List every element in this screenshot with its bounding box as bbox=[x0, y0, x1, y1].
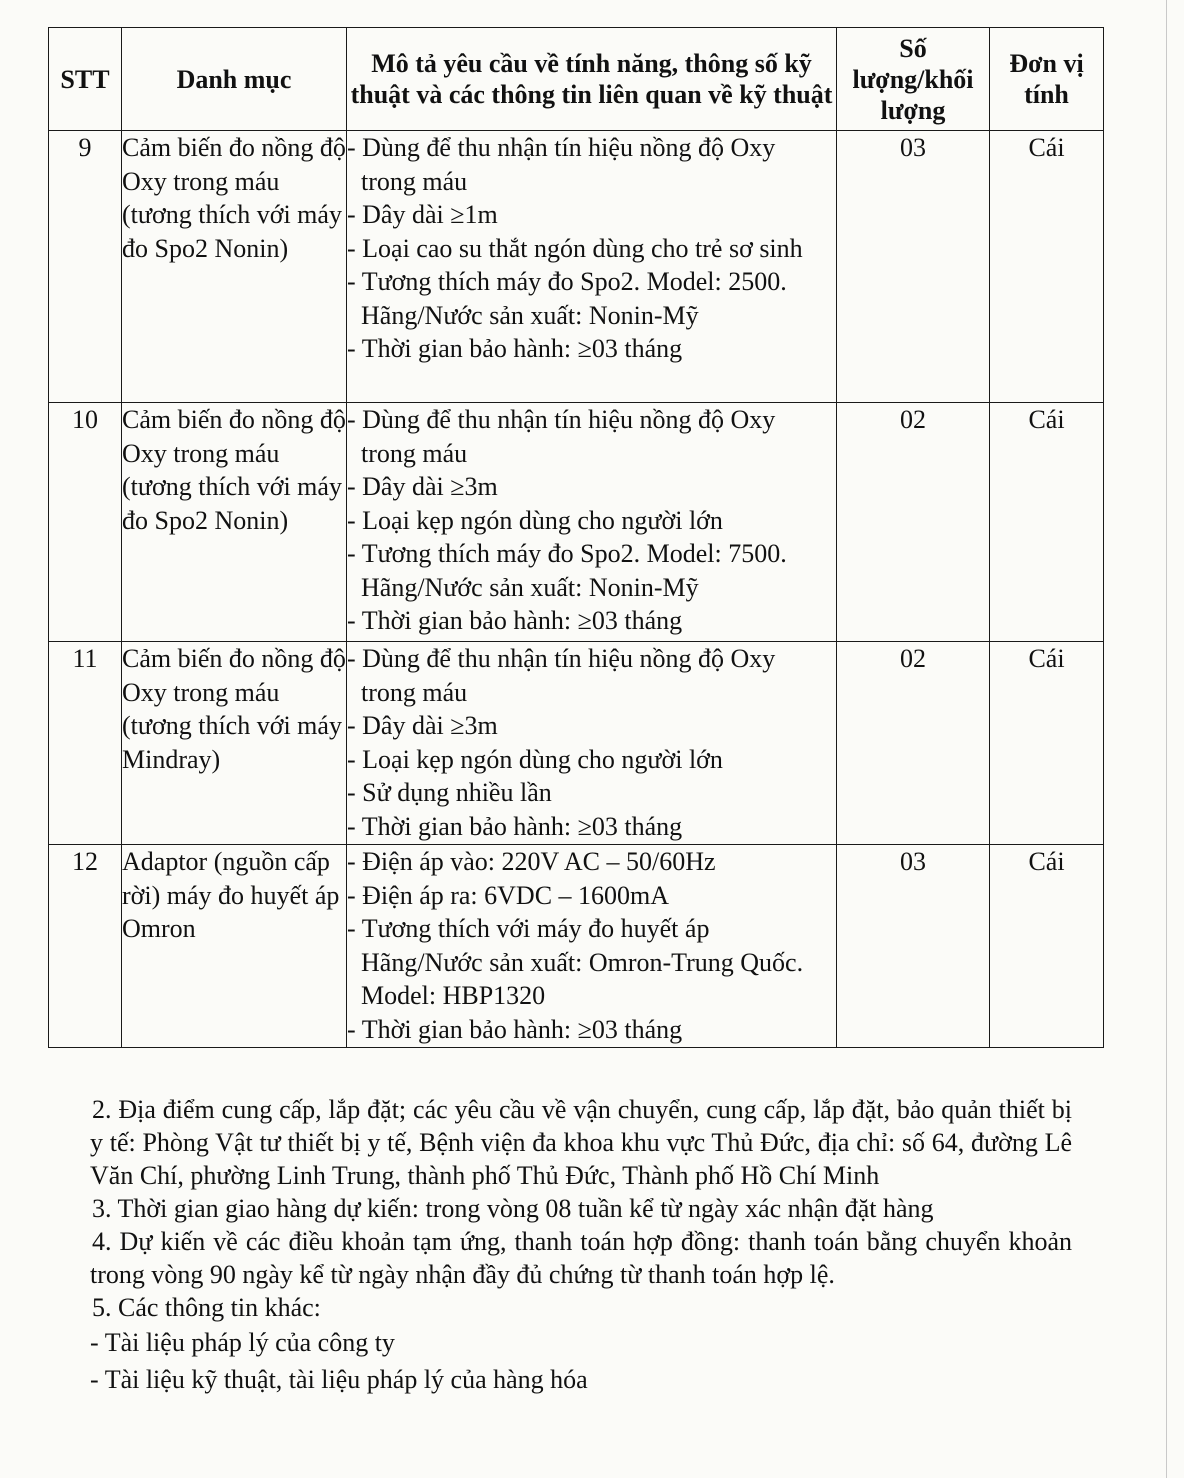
header-unit: Đơn vị tính bbox=[990, 28, 1104, 131]
note-bullet: - Tài liệu kỹ thuật, tài liệu pháp lý của hàng hóa bbox=[90, 1365, 588, 1394]
row-category: Cảm biến đo nồng độ Oxy trong máu (tương thích với máy Mindray) bbox=[122, 642, 347, 845]
description-item: - Sử dụng nhiều lần bbox=[347, 778, 552, 807]
header-stt: STT bbox=[49, 28, 122, 131]
description-item: - Loại cao su thắt ngón dùng cho trẻ sơ sinh bbox=[347, 233, 803, 263]
row-stt: 9 bbox=[49, 131, 122, 403]
note-payment-terms: 4. Dự kiến về các điều khoản tạm ứng, thanh toán hợp đồng: thanh toán bằng chuyển khoản trong vòng 90 ngày kể từ ngày nhận đầy đủ chứng từ thanh toán hợp lệ. bbox=[90, 1227, 1072, 1289]
table-row bbox=[49, 131, 1104, 403]
description-item: - Điện áp vào: 220V AC – 50/60Hz bbox=[347, 847, 716, 876]
description-item: - Dây dài ≥1m bbox=[347, 200, 498, 229]
row-unit: Cái bbox=[990, 403, 1104, 642]
row-quantity: 02 bbox=[837, 642, 990, 845]
row-category: Cảm biến đo nồng độ Oxy trong máu (tương thích với máy đo Spo2 Nonin) bbox=[122, 131, 347, 403]
notes-section bbox=[90, 1093, 1072, 1396]
row-stt: 10 bbox=[49, 403, 122, 642]
row-category: Adaptor (nguồn cấp rời) máy đo huyết áp Omron bbox=[122, 845, 347, 1048]
description-item: - Dùng để thu nhận tín hiệu nồng độ Oxy trong máu bbox=[347, 133, 776, 196]
description-item: - Thời gian bảo hành: ≥03 tháng bbox=[347, 334, 683, 363]
table-row bbox=[49, 845, 1104, 1048]
requirements-table bbox=[48, 27, 1104, 1048]
row-stt: 11 bbox=[49, 642, 122, 845]
header-category: Danh mục bbox=[122, 28, 347, 131]
description-item: - Loại kẹp ngón dùng cho người lớn bbox=[347, 505, 723, 535]
description-item: - Dây dài ≥3m bbox=[347, 711, 498, 740]
row-description bbox=[347, 642, 837, 845]
row-quantity: 02 bbox=[837, 403, 990, 642]
row-quantity: 03 bbox=[837, 131, 990, 403]
description-item: - Điện áp ra: 6VDC – 1600mA bbox=[347, 880, 670, 910]
note-other-info: 5. Các thông tin khác: bbox=[92, 1293, 321, 1322]
table-header-row bbox=[49, 28, 1104, 131]
note-bullet: - Tài liệu pháp lý của công ty bbox=[90, 1328, 395, 1357]
row-description bbox=[347, 845, 837, 1048]
description-item: - Thời gian bảo hành: ≥03 tháng bbox=[347, 811, 683, 841]
header-description: Mô tả yêu cầu về tính năng, thông số kỹ thuật và các thông tin liên quan về kỹ thuật bbox=[347, 28, 837, 131]
page-edge-line bbox=[1166, 0, 1167, 1478]
row-description bbox=[347, 403, 837, 642]
row-category: Cảm biến đo nồng độ Oxy trong máu (tương thích với máy đo Spo2 Nonin) bbox=[122, 403, 347, 642]
description-item: - Thời gian bảo hành: ≥03 tháng bbox=[347, 606, 683, 635]
note-delivery-time: 3. Thời gian giao hàng dự kiến: trong vòng 08 tuần kể từ ngày xác nhận đặt hàng bbox=[92, 1194, 934, 1223]
row-quantity: 03 bbox=[837, 845, 990, 1048]
description-item: - Tương thích máy đo Spo2. Model: 7500. Hãng/Nước sản xuất: Nonin-Mỹ bbox=[347, 539, 787, 602]
row-unit: Cái bbox=[990, 131, 1104, 403]
description-item: - Dây dài ≥3m bbox=[347, 472, 498, 501]
description-item: - Thời gian bảo hành: ≥03 tháng bbox=[347, 1014, 683, 1044]
row-unit: Cái bbox=[990, 845, 1104, 1048]
note-delivery-location: 2. Địa điểm cung cấp, lắp đặt; các yêu cầu về vận chuyển, cung cấp, lắp đặt, bảo quản thiết bị y tế: Phòng Vật tư thiết bị y tế, Bệnh viện đa khoa khu vực Thủ Đức, địa chỉ: số 64, đường Lê Văn Chí, phường Linh Trung, thành phố Thủ Đức, Thành phố Hồ Chí Minh bbox=[90, 1095, 1072, 1190]
description-item: - Loại kẹp ngón dùng cho người lớn bbox=[347, 744, 723, 774]
table-row bbox=[49, 642, 1104, 845]
description-item: - Tương thích với máy đo huyết áp Hãng/Nước sản xuất: Omron-Trung Quốc. Model: HBP1320 bbox=[347, 914, 804, 1010]
header-quantity: Số lượng/khối lượng bbox=[837, 28, 990, 131]
row-unit: Cái bbox=[990, 642, 1104, 845]
row-description bbox=[347, 131, 837, 403]
description-item: - Dùng để thu nhận tín hiệu nồng độ Oxy trong máu bbox=[347, 405, 776, 468]
row-stt: 12 bbox=[49, 845, 122, 1048]
description-item: - Dùng để thu nhận tín hiệu nồng độ Oxy trong máu bbox=[347, 644, 776, 707]
table-row bbox=[49, 403, 1104, 642]
description-item: - Tương thích máy đo Spo2. Model: 2500. Hãng/Nước sản xuất: Nonin-Mỹ bbox=[347, 267, 787, 330]
